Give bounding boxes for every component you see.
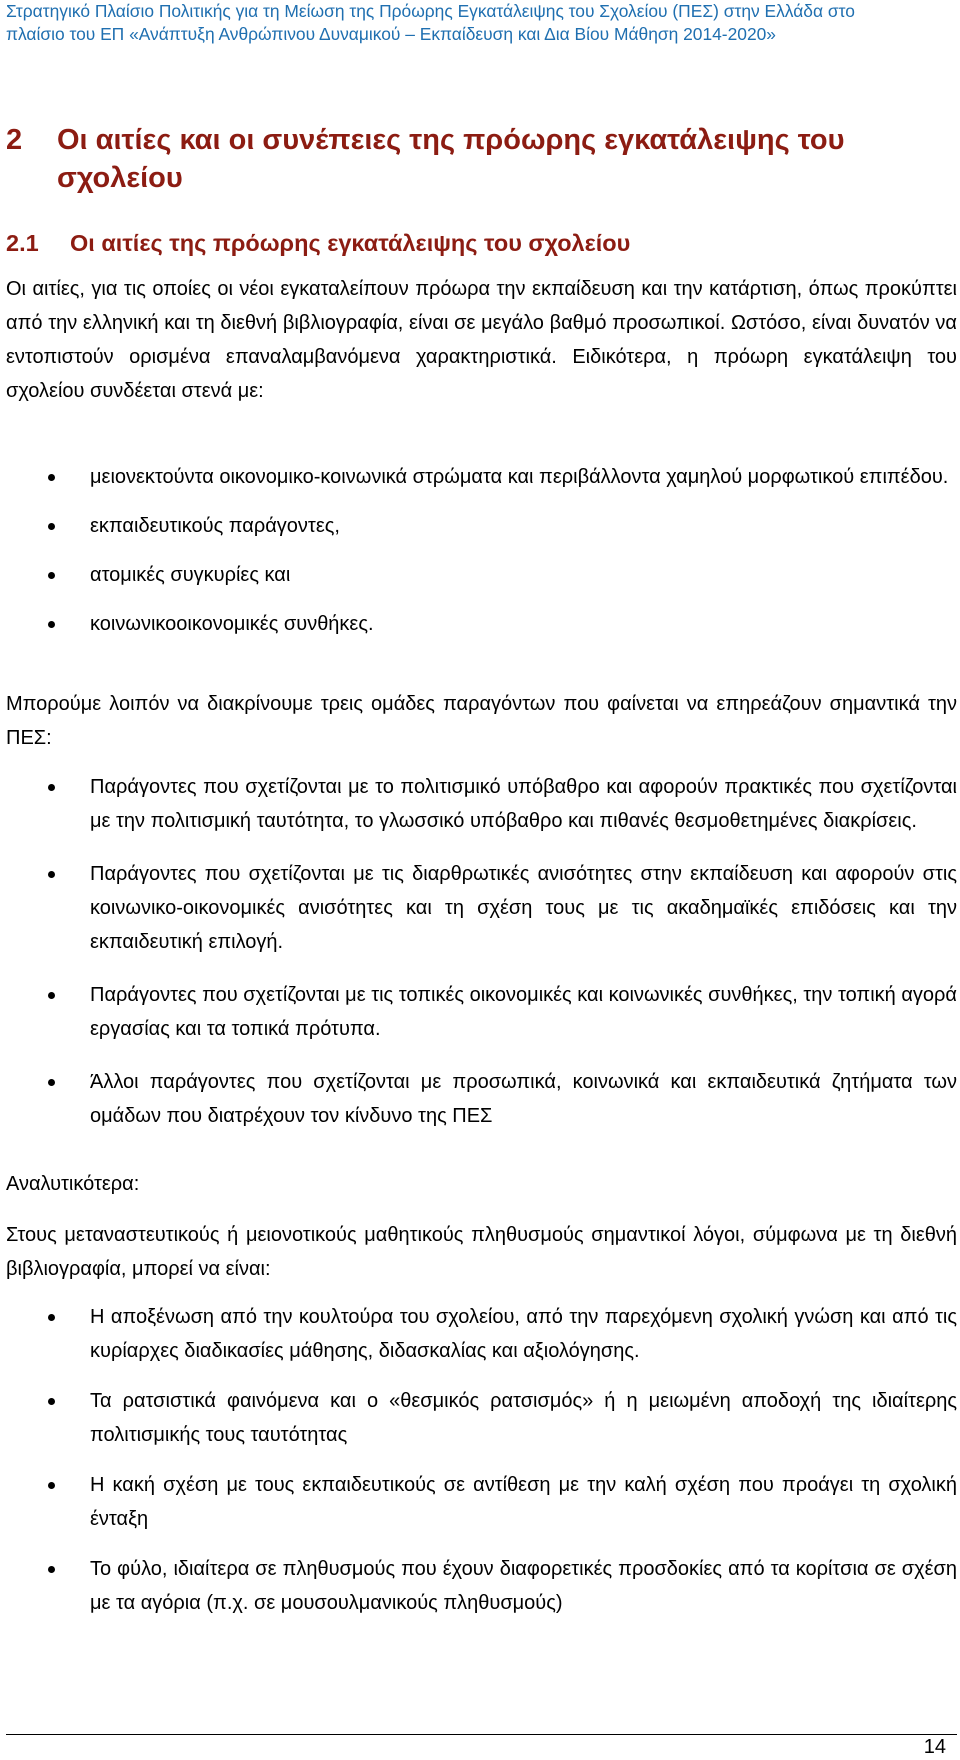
list-item: Άλλοι παράγοντες που σχετίζονται με προσωπικά, κοινωνικά και εκπαιδευτικά ζητήματα των ομάδων που διατρέχουν τον κίνδυνο της ΠΕΣ <box>6 1065 957 1133</box>
bullet-icon <box>48 474 55 481</box>
list-item: Παράγοντες που σχετίζονται με τις τοπικές οικονομικές και κοινωνικές συνθήκες, την τοπική αγορά εργασίας και τα τοπικά πρότυπα. <box>6 978 957 1046</box>
footer-divider <box>6 1734 957 1735</box>
list-item: Παράγοντες που σχετίζονται με τις διαρθρωτικές ανισότητες στην εκπαίδευση και αφορούν στις κοινωνικο-οικονομικές ανισότητες και τη σχέση τους με τις ακαδημαϊκές επιδόσεις και την εκπαιδευτική επιλογή. <box>6 857 957 959</box>
bullet-icon <box>48 572 55 579</box>
list-item: κοινωνικοοικονομικές συνθήκες. <box>6 607 957 641</box>
running-header <box>6 0 958 46</box>
bullet-icon <box>48 621 55 628</box>
causes-list <box>6 460 957 641</box>
bullet-icon <box>48 1079 55 1086</box>
running-header-line-1: Στρατηγικό Πλαίσιο Πολιτικής για τη Μείωση της Πρόωρης Εγκατάλειψης του Σχολείου (ΠΕΣ) στην Ελλάδα στο <box>6 1 855 21</box>
list-item: Παράγοντες που σχετίζονται με το πολιτισμικό υπόβαθρο και αφορούν πρακτικές που σχετίζονται με την πολιτισμική ταυτότητα, το γλωσσικό υπόβαθρο και πιθανές θεσμοθετημένες διακρίσεις. <box>6 770 957 838</box>
bullet-icon <box>48 1398 55 1405</box>
subsection-heading <box>6 228 956 258</box>
bullet-icon <box>48 1566 55 1573</box>
running-header-line-2: πλαίσιο του ΕΠ «Ανάπτυξη Ανθρώπινου Δυναμικού – Εκπαίδευση και Δια Βίου Μάθηση 2014-2020» <box>6 24 776 44</box>
intro-paragraph: Οι αιτίες, για τις οποίες οι νέοι εγκαταλείπουν πρόωρα την εκπαίδευση και την κατάρτιση, όπως προκύπτει από την ελληνική και τη διεθνή βιβλιογραφία, είναι σε μεγάλο βαθμό προσωπικοί. Ωστόσο, είναι δυνατόν να εντοπιστούν ορισμένα επαναλαμβανόμενα χαρακτηριστικά. Ειδικότερα, η πρόωρη εγκατάλειψη του σχολείου συνδέεται στενά με: <box>6 278 957 402</box>
bullet-icon <box>48 1482 55 1489</box>
bullet-icon <box>48 992 55 999</box>
list-item: Το φύλο, ιδιαίτερα σε πληθυσμούς που έχουν διαφορετικές προσδοκίες από τα κορίτσια σε σχέση με τα αγόρια (π.χ. σε μουσουλμανικούς πληθυσμούς) <box>6 1552 957 1620</box>
migrant-reasons-list <box>6 1300 957 1620</box>
factor-groups-list <box>6 770 957 1133</box>
analytic-label: Αναλυτικότερα: <box>6 1173 140 1195</box>
list-item: μειονεκτούντα οικονομικο-κοινωνικά στρώματα και περιβάλλοντα χαμηλού μορφωτικού επιπέδου. <box>6 460 957 494</box>
list-item: Η κακή σχέση με τους εκπαιδευτικούς σε αντίθεση με την καλή σχέση που προάγει τη σχολική ένταξη <box>6 1468 957 1536</box>
migrant-paragraph: Στους μεταναστευτικούς ή μειονοτικούς μαθητικούς πληθυσμούς σημαντικοί λόγοι, σύμφωνα με τη διεθνή βιβλιογραφία, μπορεί να είναι: <box>6 1224 957 1280</box>
groups-paragraph: Μπορούμε λοιπόν να διακρίνουμε τρεις ομάδες παραγόντων που φαίνεται να επηρεάζουν σημαντικά την ΠΕΣ: <box>6 693 957 749</box>
bullet-icon <box>48 1314 55 1321</box>
section-title: Οι αιτίες και οι συνέπειες της πρόωρης εγκατάλειψης του σχολείου <box>57 124 845 194</box>
bullet-icon <box>48 523 55 530</box>
list-item: Τα ρατσιστικά φαινόμενα και ο «θεσμικός ρατσισμός» ή η μειωμένη αποδοχή της ιδιαίτερης πολιτισμικής τους ταυτότητας <box>6 1384 957 1452</box>
subsection-number: 2.1 <box>6 230 39 256</box>
list-item: ατομικές συγκυρίες και <box>6 558 957 592</box>
section-heading <box>6 121 956 197</box>
bullet-icon <box>48 871 55 878</box>
list-item: Η αποξένωση από την κουλτούρα του σχολείου, από την παρεχόμενη σχολική γνώση και από τις κυρίαρχες διαδικασίες μάθησης, διδασκαλίας και αξιολόγησης. <box>6 1300 957 1368</box>
bullet-icon <box>48 784 55 791</box>
list-item: εκπαιδευτικούς παράγοντες, <box>6 509 957 543</box>
subsection-title: Οι αιτίες της πρόωρης εγκατάλειψης του σχολείου <box>70 230 631 256</box>
section-number: 2 <box>6 124 23 156</box>
page-number: 14 <box>923 1736 946 1758</box>
